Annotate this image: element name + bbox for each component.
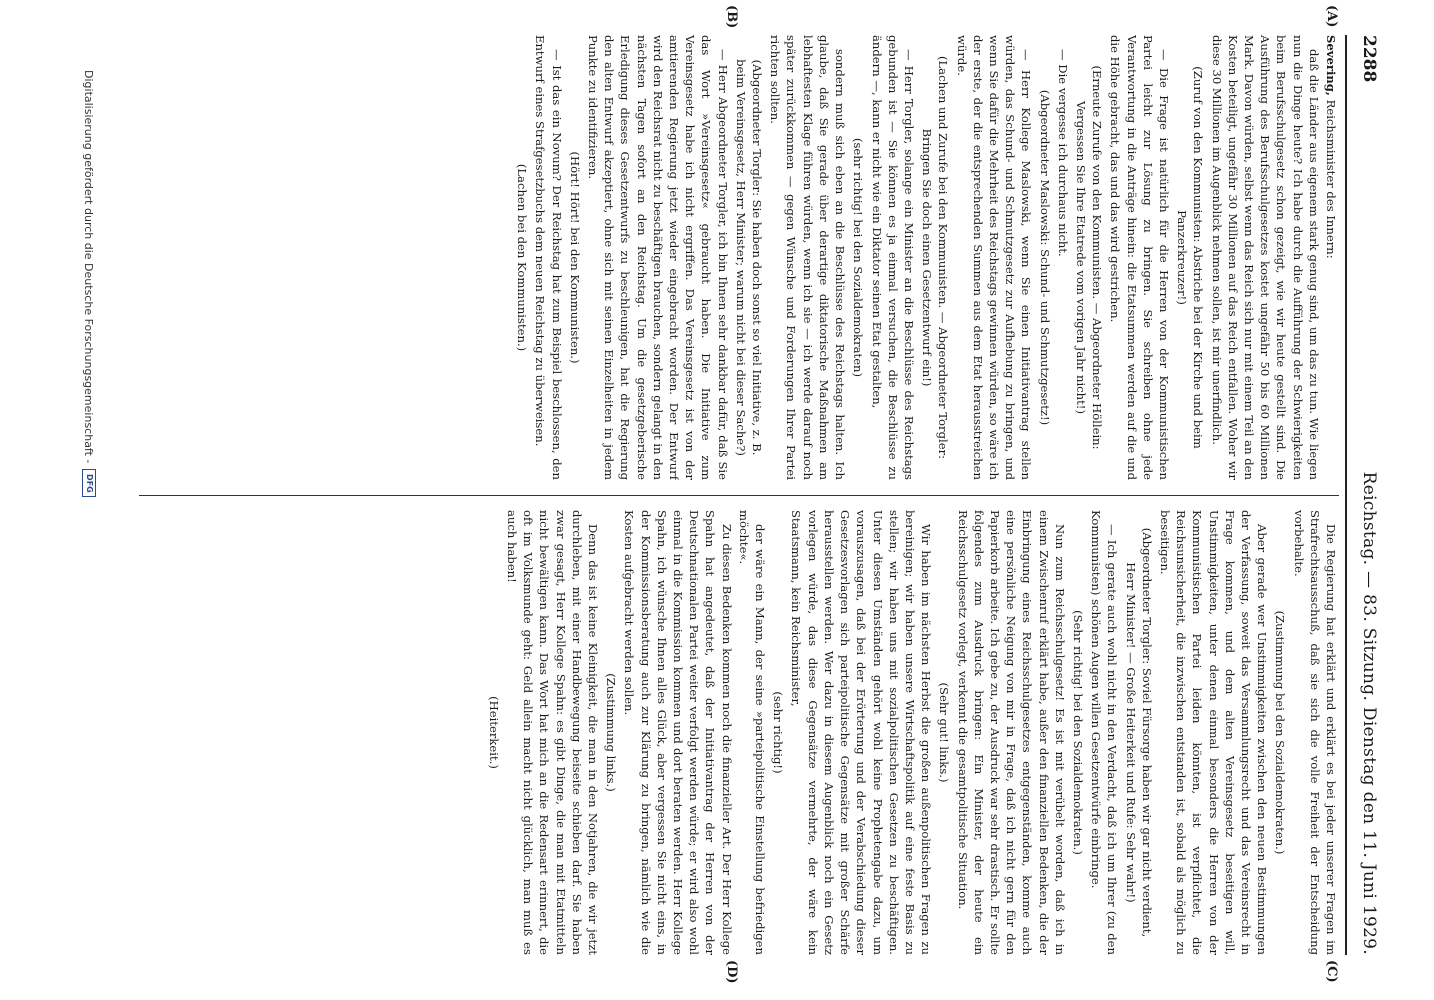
interjection: (Abgeordneter Torgler: Soviel Fürsorge haben wir gar nicht verdient, Herr Minister! — Große Heiterkeit und Rufe: Sehr wahr!): [1123, 527, 1154, 938]
interjection: (Lachen bei den Kommunisten.): [515, 163, 530, 352]
paragraph: — Herr Torgler, solange ein Minister an die Beschlüsse des Reichstags gebunden ist — Sie können es ja einmal versuchen, die Beschlüsse zu ändern —, kann er nicht wie ein Diktator seinen Etat gestalten,: [869, 35, 916, 480]
paragraph: Denn das ist keine Kleinigkeit, die man in den Notjahren, die wir jetzt durchleben, mit einer Handbewegung beiseite schieben darf. Sie haben zwar gesagt, Herr Kollege Spahn: es gibt Dinge, die man mit Etatmitteln nicht bewältigen kann. Das Wort hat mich an die Redensart erinnert, die oft im Volksmunde geht: Geld allein macht nicht glücklich, man muß es auch haben!: [505, 510, 601, 955]
paragraph: — Ist das ein Novum? Der Reichstag hat zum Beispiel beschlossen, den Entwurf eines Strafgesetzbuchs dem neuen Reichstag zu überweisen.: [533, 35, 564, 480]
interjection: (sehr richtig!): [771, 691, 786, 774]
speaker-role: Reichsminister des Innern:: [1324, 95, 1338, 259]
paragraph: — Die Frage ist natürlich für die Herren von der Kommunistischen Partei leicht zur Lösung zu bringen. Sie schreiben ohne jede Verantwortung in die Anträge hinein: die Etatsummen werden auf die und die Höhe gebracht, das und das wird gestrichen.: [1108, 35, 1171, 480]
left-column: [129, 35, 1339, 480]
paragraph: Wir haben im nächsten Herbst die großen außenpolitischen Fragen zu bereinigen; wir haben unsere Wirtschaftspolitik auf eine feste Basis zu stellen; wir haben uns mit sozialpolitischen Gesetzen zu beschäftigen. Unter diesen Umständen gehört wohl keine Prophetengabe dazu, um vorauszusagen, daß bei der Erörterung und der Verabschiedung dieser Gesetzesvorlagen sich parteipolitische Gegensätze mit großer Schärfe herausstellen werden. Wer dazu in diesem Augenblick noch ein Gesetz vorlegen würde, das diese Gegensätze vermehrte, der wäre kein Staatsmann, kein Reichsminister,: [789, 510, 934, 955]
paragraph: — Ich gerate auch wohl nicht in den Verdacht, daß ich um Ihrer (zu den Kommunisten) schönen Augen willen Gesetzentwürfe einbringe.: [1089, 510, 1120, 955]
paragraph: — Herr Kollege Maslowski, wenn Sie einen Initiativantrag stellen würden, das Schund- und Schmutzgesetz zur Aufhebung zu bringen, und wenn Sie dafür die Mehrheit des Reichstags gewinnen würden, so wäre ich der erste, der die entsprechenden Summen aus dem Etat herausstreichen würde.: [954, 35, 1034, 480]
interjection: (Erneute Zurufe von den Kommunisten. — Abgeordneter Höllein: Vergessen Sie Ihre Etatrede vom vorigen Jahr nicht!): [1073, 65, 1105, 450]
margin-marker-d: (D): [724, 960, 739, 984]
paragraph: daß die Länder aus eigenem stark genug sind, um das zu tun. Wie liegen nun die Dinge heute? Ich habe durch die Aufführung der Schwierigkeiten beim Berufsschulgesetz schon gezeigt, wie wir heute gestellt sind. Die Ausführung des Berufsschulgesetzes kostet ungefähr 50 bis 60 Millionen Mark. Davon würden, selbst wenn das Reich sich nur mit einem Teil an den Kosten beteiligt, ungefähr 30 Millionen auf das Reich entfallen. Woher wir diese 30 Millionen im Augenblick nehmen sollen, ist mir unerfindlich.: [1209, 35, 1321, 480]
speaker-line: [1323, 35, 1339, 480]
right-column: [129, 510, 1339, 955]
interjection: (Abgeordneter Maslowski: Schund- und Schmutzgesetz!): [1037, 89, 1052, 426]
interjection: (Zuruf von den Kommunisten: Abstriche bei der Kirche und beim Panzerkreuzer!): [1175, 66, 1206, 449]
page-title: Reichstag. — 83. Sitzung. Dienstag den 11. Juni 1929.: [1359, 471, 1379, 955]
paragraph: Die Regierung hat erklärt und erklärt es bei jeder unserer Fragen im Strafrechtsausschuß, daß sie sich die volle Freiheit der Entscheidung vorbehalte.: [1291, 510, 1338, 955]
paragraph: Zu diesen Bedenken kommen noch die finanzieller Art. Der Herr Kollege Spahn hat angedeutet, daß der Initiativantrag der Herren von der Deutschnationalen Partei weiter verfolgt werden würde; er wird also wohl einmal in die Kommission kommen und dort beraten werden. Herr Kollege Spahn, ich wünsche Ihnen alles Glück, aber vergessen Sie nicht eins, in der Kommissionsberatung auch zur Klärung zu bringen, nämlich wie die Kosten aufgebracht werden sollen.: [622, 510, 734, 955]
dfg-logo: DFG: [82, 469, 96, 497]
interjection: (Hört! Hört! bei den Kommunisten.): [567, 151, 582, 364]
interjection: (sehr richtig! bei den Sozialdemokraten): [851, 137, 866, 378]
document-page: [124, 5, 1379, 984]
interjection: (Lachen und Zurufe bei den Kommunisten. — Abgeordneter Torgler: Bringen Sie doch einen Gesetzentwurf ein!): [920, 55, 951, 460]
margin-marker-a: (A): [1324, 5, 1339, 28]
paragraph: — Die vergesse ich durchaus nicht.: [1055, 49, 1070, 257]
left-column-text: [514, 35, 1322, 480]
interjection: (Abgeordneter Torgler: Sie haben doch sonst so viel Initiative, z. B. beim Vereinsgesetz, Herr Minister; warum nicht bei dieser Sache?): [733, 59, 765, 456]
footer-text: Digitalisierung gefördert durch die Deutsche Forschungsgemeinschaft -: [82, 70, 96, 464]
interjection: (Heiterkeit.): [486, 696, 501, 769]
digitization-footer: [82, 70, 96, 497]
speaker-name: Severing,: [1324, 35, 1338, 96]
margin-marker-c: (C): [1324, 960, 1339, 983]
page-number: 2288: [1359, 35, 1379, 83]
paragraph: der wäre ein Mann, der seine »parteipolitische Einstellung befriedigen möchte«.: [736, 510, 768, 955]
page-header: [1349, 35, 1379, 955]
interjection: (Zustimmung links.): [604, 673, 619, 792]
paragraph: — Herr Abgeordneter Torgler, ich bin Ihnen sehr dankbar dafür, daß Sie das Wort »Vereinsgesetz« gebraucht haben. Die Initiative zum Vereinsgesetz habe ich nicht ergriffen. Das Vereinsgesetz ist von der amtierenden Regierung jetzt wieder eingebracht worden. Der Entwurf wird den Reichsrat nicht zu beschäftigen brauchen, sondern gelangt in den nächsten Tagen sofort an den Reichstag. Um die gesetzgeberische Erledigung dieses Gesetzentwurfs zu beschleunigen, hat die Regierung den alten Entwurf akzeptiert, ohne sich mit seinen Einzelheiten in jedem Punkte zu identifizieren.: [586, 35, 730, 480]
paragraph: sondern muß sich eben an die Beschlüsse des Reichstags halten. Ich glaube, daß Sie gerade über derartige diktatorische Maßnahmen am lebhaftesten Klage führen würden, wenn ich sie — ich werde darauf noch später zurückkommen — gegen Wünsche und Forderungen Ihrer Partei richten sollten.: [768, 35, 848, 480]
paragraph: Nun zum Reichsschulgesetz! Es ist mit verübelt worden, daß ich in einem Zwischenruf erklärt habe, außer den finanziellen Bedenken, die der Einbringung eines Reichsschulgesetzes entgegenständen, komme auch eine persönliche Neigung von mir in Frage, daß ich nicht gern für den Papierkorb arbeite. Ich gebe zu, der Ausdruck war sehr drastisch. Er sollte folgendes zum Ausdruck bringen: Ein Minister, der heute ein Reichsschulgesetz vorlegt, verkennt die gesamtpolitische Situation.: [955, 510, 1067, 955]
header-rule: [1345, 35, 1347, 955]
right-column-text: [486, 510, 1339, 955]
interjection: (Zustimmung bei den Sozialdemokraten.): [1273, 610, 1288, 855]
paragraph: Aber gerade wer Unstimmigkeiten zwischen den neuen Bestimmungen der Verfassung, soweit das Versammlungsrecht und das Vereinsrecht in Frage kommen, und dem alten Vereinsgesetz beseitigen will, Unstimmigkeiten, unter denen einmal besonders die Herren von der Kommunistischen Partei leiden könnten, ist verpflichtet, die Reichsunsicherheit, die inzwischen entstanden ist, sobald als möglich zu beseitigen.: [1157, 510, 1270, 955]
interjection: (Sehr richtig! bei den Sozialdemokraten.): [1070, 610, 1085, 855]
interjection: (Sehr gut! links.): [937, 682, 952, 783]
margin-marker-b: (B): [724, 5, 739, 29]
column-divider: [139, 495, 1339, 496]
